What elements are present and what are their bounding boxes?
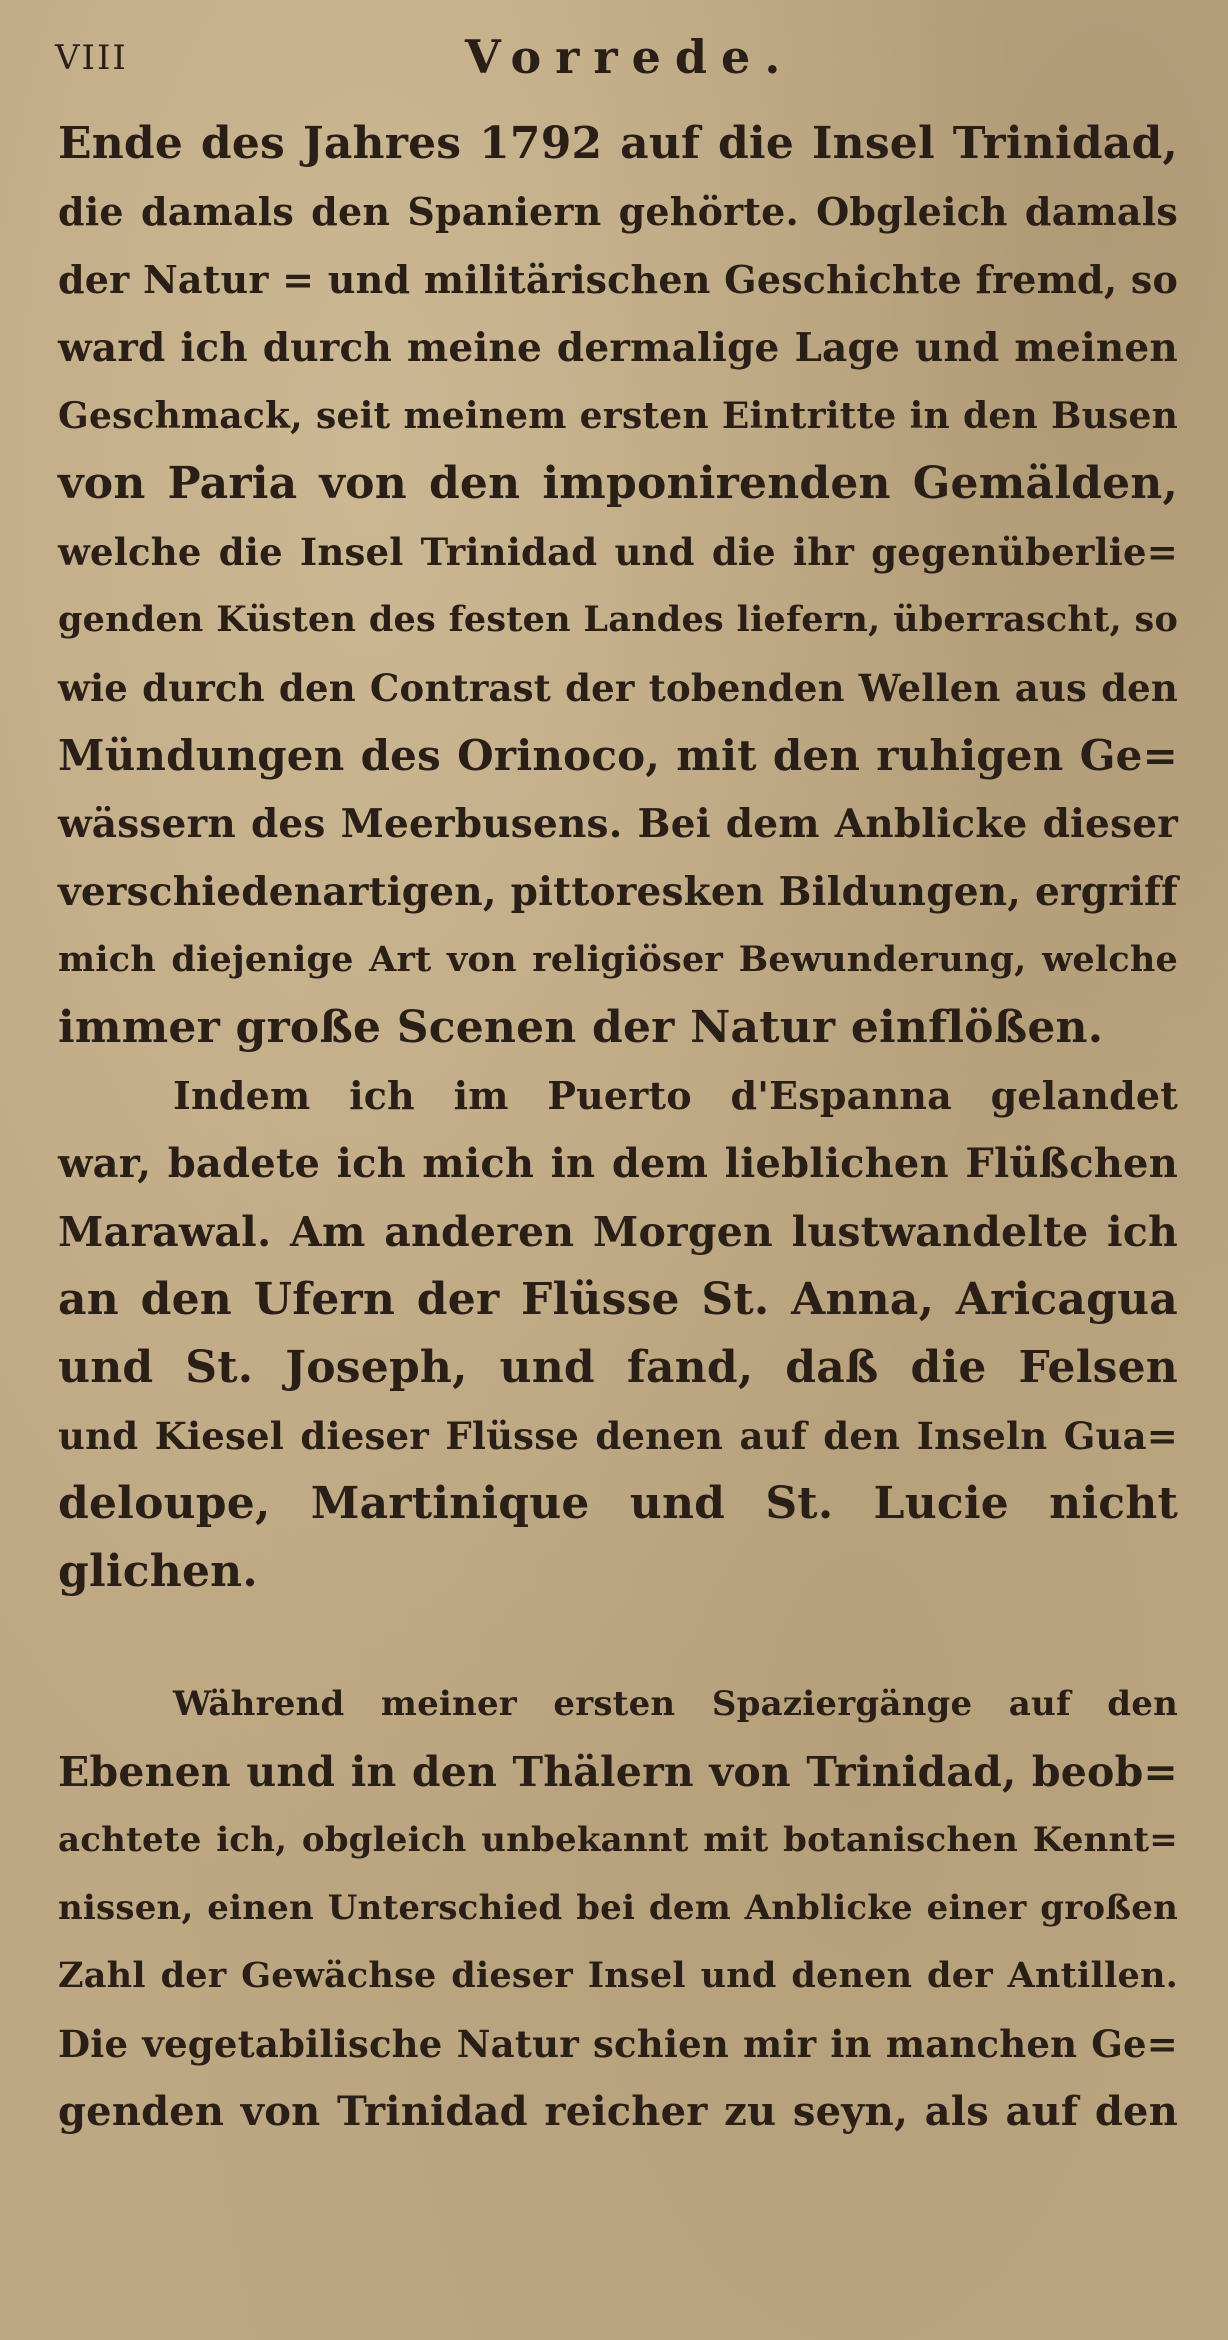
text-line: Mündungen des Orinoco, mit den ruhigen Ge= [58,731,1178,780]
text-line: von Paria von den imponirenden Gemälden, [58,458,1178,509]
text-line: der Natur = und militärischen Geschichte fremd, so [58,257,1178,302]
page-header [55,30,1175,90]
text-line: deloupe, Martinique und St. Lucie nicht [58,1478,1178,1529]
paragraph-3 [58,1670,1178,2146]
text-line: wässern des Meerbusens. Bei dem Anblicke dieser [58,801,1178,847]
text-line: nissen, einen Unterschied bei dem Anblicke einer großen [58,1888,1178,1928]
text-line: Geschmack, seit meinem ersten Eintritte in den Busen [58,395,1178,437]
text-line: Ebenen und in den Thälern von Trinidad, beob= [58,1748,1178,1796]
paragraph-2 [58,1062,1178,1606]
text-line: war, badete ich mich in dem lieblichen Flüßchen [58,1140,1178,1187]
text-line: Zahl der Gewächse dieser Insel und denen der Antillen. [58,1955,1178,1996]
text-line: genden Küsten des festen Landes liefern, überrascht, so [58,599,1178,640]
text-line: ward ich durch meine dermalige Lage und meinen [58,325,1178,371]
text-line: an den Ufern der Flüsse St. Anna, Aricagua [58,1274,1178,1325]
text-line: achtete ich, obgleich unbekannt mit botanischen Kennt= [58,1820,1178,1860]
page-number: VIII [55,38,128,78]
text-line: Marawal. Am anderen Morgen lustwandelte ich [58,1208,1178,1256]
text-line: Die vegetabilische Natur schien mir in manchen Ge= [58,2022,1178,2066]
paragraph-1 [58,110,1178,1062]
text-line: verschiedenartigen, pittoresken Bildungen, ergriff [58,869,1178,915]
text-line: Indem ich im Puerto d'Espanna gelandet [173,1073,1178,1118]
running-title: Vorrede. [465,30,795,84]
text-line: und Kiesel dieser Flüsse denen auf den Inseln Gua= [58,1414,1178,1458]
text-line: welche die Insel Trinidad und die ihr gegenüberlie= [58,530,1178,574]
text-line: Ende des Jahres 1792 auf die Insel Trinidad, [58,118,1178,169]
text-line: mich diejenige Art von religiöser Bewunderung, welche [58,939,1178,980]
text-line: immer große Scenen der Natur einflößen. [58,1002,1104,1053]
text-line: genden von Trinidad reicher zu seyn, als auf den [58,2088,1178,2135]
text-line: und St. Joseph, und fand, daß die Felsen [58,1342,1178,1393]
text-line: wie durch den Contrast der tobenden Wellen aus den [58,666,1178,710]
text-line: glichen. [58,1546,258,1597]
text-line: Während meiner ersten Spaziergänge auf den [173,1684,1178,1724]
text-line: die damals den Spaniern gehörte. Obgleich damals [58,189,1178,234]
